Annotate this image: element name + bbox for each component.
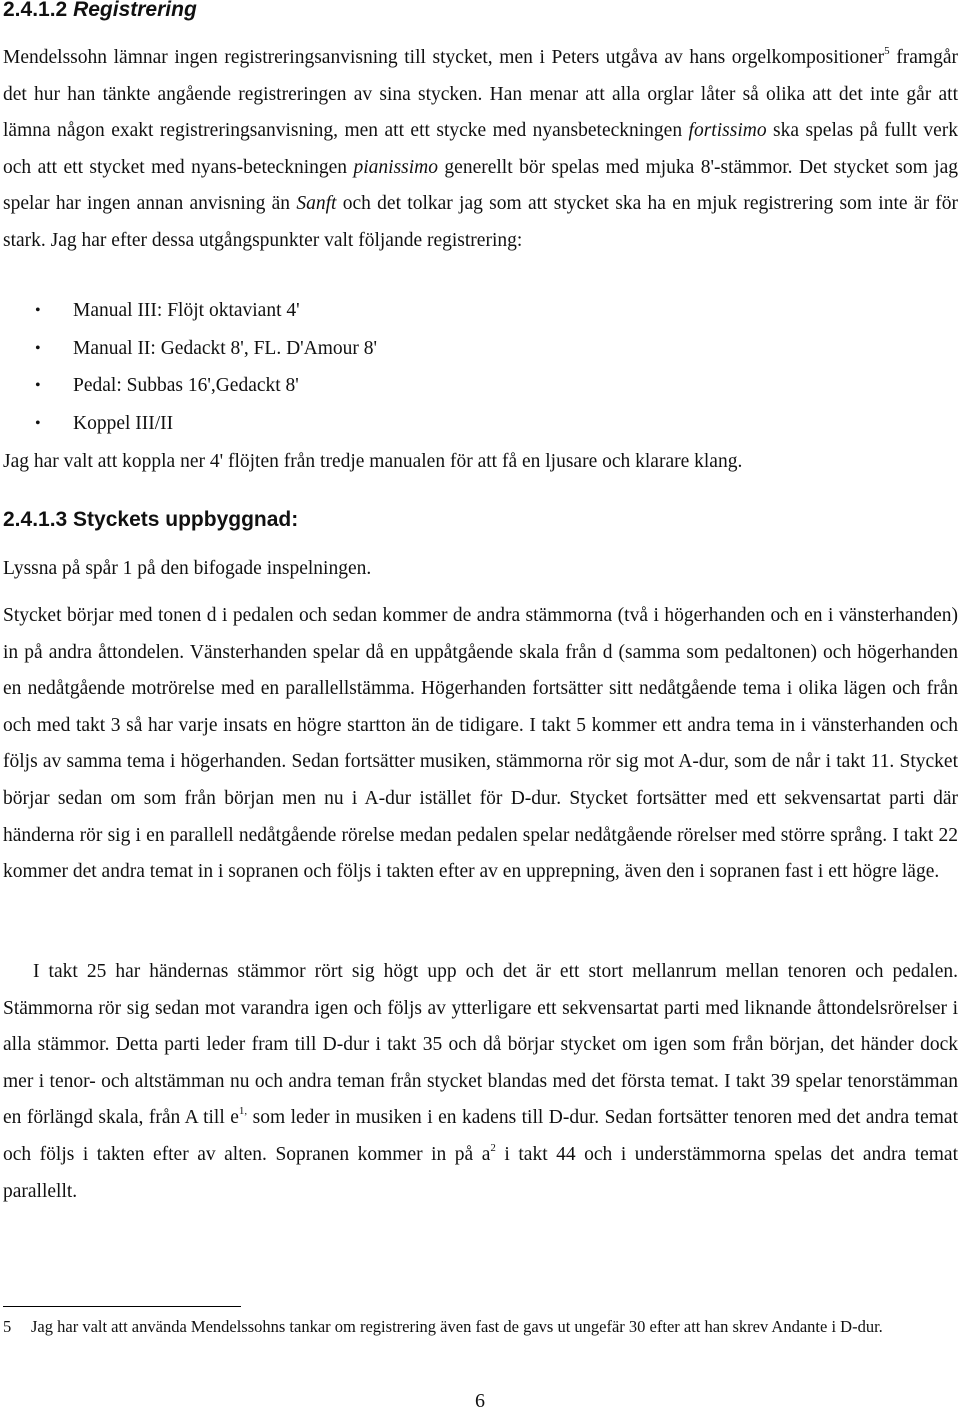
- list-item-text: Koppel III/II: [73, 412, 174, 434]
- footnote-divider: [3, 1306, 241, 1307]
- section-heading-uppbyggnad: 2.4.1.3 Styckets uppbyggnad:: [3, 508, 299, 531]
- text-run: som leder in musiken i en kadens till D-dur. Sedan fortsätter tenoren med det andra temat och följs i takten efter av alten. Sopranen kommer in på a: [3, 1107, 958, 1165]
- paragraph-structure: Stycket börjar med tonen d i pedalen och sedan kommer de andra stämmorna (två i högerhanden och en i vänsterhanden) in på andra åttondelen. Vänsterhanden spelar då en uppåtgående skala från d (samma som pedaltonen) och högerhanden en nedåtgående motrörelse med en parallellstämma. Högerhanden fortsätter sitt nedåtgående tema i olika lägen och från och med takt 3 så har varje insats en högre startton än de tidigare. I takt 5 kommer ett andra tema in i vänsterhanden och följs av samma tema i högerhanden. Sedan fortsätter musiken, stämmorna rör sig mot A-dur, som de når i takt 11. Stycket börjar sedan om som från början men nu i A-dur istället för D-dur. Stycket fortsätter med ett sekvensartat parti där händerna rör sig i en parallell nedåtgående rörelse medan pedalen spelar nedåtgående rörelser med större språng. I takt 22 kommer det andra temat in i sopranen och följs i takten efter av en upprepning, även den i sopranen fast i ett högre läge.: [3, 605, 958, 883]
- emphasis-sanft: Sanft: [296, 193, 337, 215]
- section-title: Registrering: [73, 0, 197, 21]
- section-heading-registrering: [3, 0, 197, 22]
- superscript: 2: [490, 1141, 496, 1154]
- registration-list: [0, 292, 900, 442]
- text-run: i takt 44 och i understämmorna spelas det andra temat parallellt.: [3, 1143, 959, 1202]
- paragraph-registration-intro: [3, 40, 958, 260]
- text-run: Mendelssohn lämnar ingen registreringsanvisning till stycket, men i Peters utgåva av hans orgelkompositioner: [3, 47, 885, 68]
- page-number: 6: [475, 1390, 485, 1412]
- emphasis-pianissimo: pianissimo: [353, 156, 438, 178]
- text-run: framgår det hur han tänkte angående registreringen av sina stycken. Han menar att alla orglar låter så olika att det inte går att lämna någon exakt registreringsanvisning, men att ett stycke med nyansbeteckningen: [3, 47, 958, 142]
- text-run: generellt bör spelas med mjuka 8'-stämmor. Det stycket som jag spelar har ingen annan anvisning än: [3, 156, 958, 215]
- footnote-text: Jag har valt att använda Mendelssohns tankar om registrering även fast de gavs ut ungefär 30 efter att han skrev Andante i D-dur.: [31, 1317, 883, 1336]
- list-item: [0, 367, 900, 405]
- emphasis-fortissimo: fortissimo: [688, 120, 767, 142]
- text-run: och det tolkar jag som att stycket ska ha en mjuk registrering som inte är för stark. Jag har efter dessa utgångspunkter valt följande registrering:: [3, 193, 959, 251]
- list-item-text: Manual II: Gedackt 8', FL. D'Amour 8': [73, 337, 378, 359]
- superscript: 1,: [238, 1105, 248, 1118]
- footnote: [3, 1316, 943, 1338]
- paragraph-coupling: Jag har valt att koppla ner 4' flöjten från tredje manualen för att få en ljusare och klarare klang.: [3, 451, 743, 472]
- list-item: [0, 405, 900, 443]
- text-run: ska spelas på fullt verk och att ett stycket med nyans-beteckningen: [3, 120, 958, 178]
- bullet-icon: •: [35, 339, 41, 357]
- text-run: I takt 25 har händernas stämmor rört sig högt upp och det är ett stort mellanrum mellan tenoren och pedalen. Stämmorna rör sig sedan mot varandra igen och följs av ytterligare ett sekvensartat parti med liknande åttondelsrörelser i alla stämmor. Detta parti leder fram till D-dur i takt 35 och då börjar stycket om igen som från början, det händer dock mer i tenor- och altstämman nu och andra teman från stycket blandas med det första temat. I takt 39 spelar tenorstämman en förlängd skala, från A till e: [3, 961, 958, 1129]
- bullet-icon: •: [35, 302, 41, 319]
- list-item-text: Pedal: Subbas 16',Gedackt 8': [73, 375, 299, 397]
- section-number: 2.4.1.2: [3, 0, 68, 21]
- bullet-icon: •: [35, 414, 41, 432]
- list-item: [0, 330, 900, 368]
- list-item: [0, 292, 900, 330]
- paragraph-structure-continued: [3, 954, 958, 1210]
- list-item-text: Manual III: Flöjt oktaviant 4': [73, 300, 300, 321]
- paragraph-listen: Lyssna på spår 1 på den bifogade inspelningen.: [3, 558, 372, 579]
- bullet-icon: •: [35, 377, 41, 395]
- footnote-number: 5: [3, 1317, 12, 1336]
- footnote-reference[interactable]: 5: [884, 45, 890, 57]
